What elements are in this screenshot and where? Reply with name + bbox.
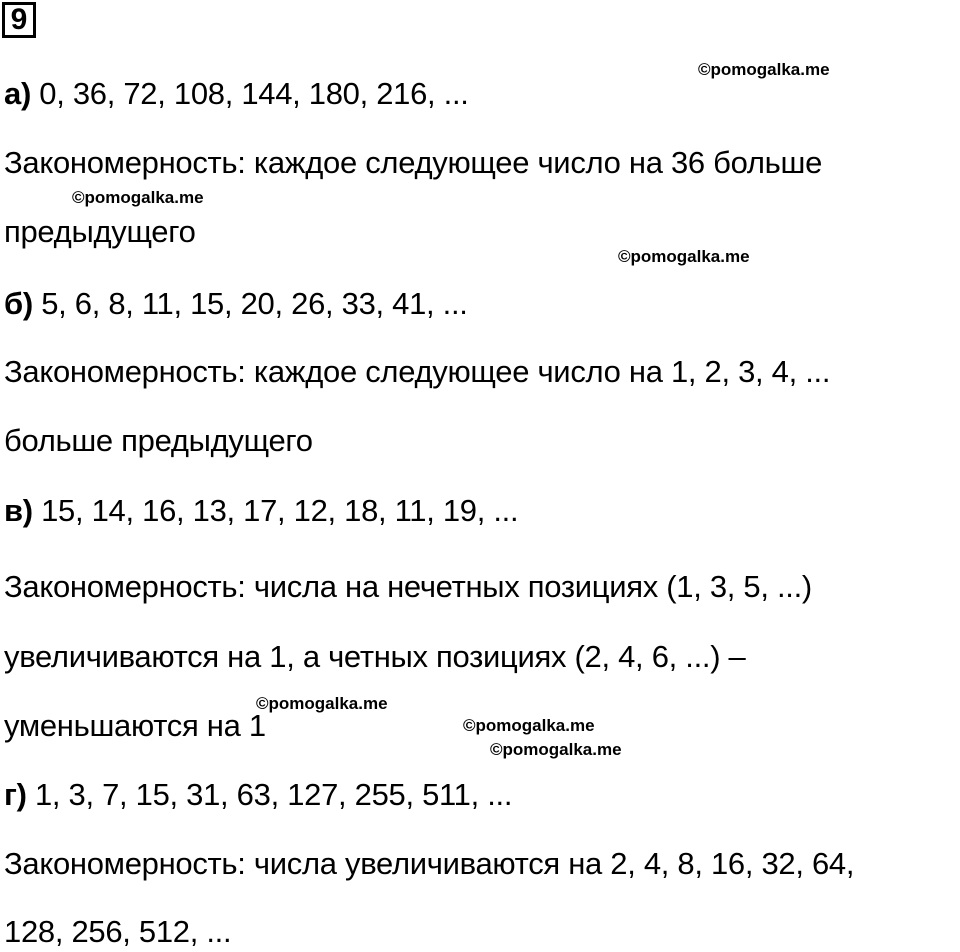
section-v-sequence [4,491,518,531]
section-g-rule-line-2: 128, 256, 512, ... [4,914,232,949]
watermark: ©pomogalka.me [490,740,622,759]
section-a-sequence [4,74,469,114]
watermark: ©pomogalka.me [618,247,750,266]
section-b-rule-line-2: больше предыдущего [4,423,313,458]
watermark: ©pomogalka.me [256,694,388,713]
watermark: ©pomogalka.me [463,716,595,735]
section-v-numbers: 15, 14, 16, 13, 17, 12, 18, 11, 19, ... [41,493,519,528]
section-v-rule-line-1: Закономерность: числа на нечетных позициях (1, 3, 5, ...) [4,569,812,604]
section-g-sequence [4,775,512,815]
section-a-rule-line-1: Закономерность: каждое следующее число на 36 больше [4,145,823,180]
section-v-rule-line-2: увеличиваются на 1, а четных позициях (2, 4, 6, ...) – [4,639,746,674]
section-g-label: г) [4,777,27,812]
section-a-label: а) [4,76,31,111]
section-a-rule-line-2: предыдущего [4,214,196,249]
section-b-numbers: 5, 6, 8, 11, 15, 20, 26, 33, 41, ... [41,286,468,321]
task-number-box: 9 [2,2,36,38]
section-v-label: в) [4,493,33,528]
section-b-label: б) [4,286,33,321]
section-b-rule-line-1: Закономерность: каждое следующее число на 1, 2, 3, 4, ... [4,354,831,389]
section-v-rule-line-3: уменьшаются на 1 [4,708,266,743]
section-b-sequence [4,284,468,324]
section-g-rule-line-1: Закономерность: числа увеличиваются на 2, 4, 8, 16, 32, 64, [4,846,855,881]
watermark: ©pomogalka.me [698,60,830,79]
section-a-numbers: 0, 36, 72, 108, 144, 180, 216, ... [39,76,469,111]
watermark: ©pomogalka.me [72,188,204,207]
section-g-numbers: 1, 3, 7, 15, 31, 63, 127, 255, 511, ... [34,777,513,812]
